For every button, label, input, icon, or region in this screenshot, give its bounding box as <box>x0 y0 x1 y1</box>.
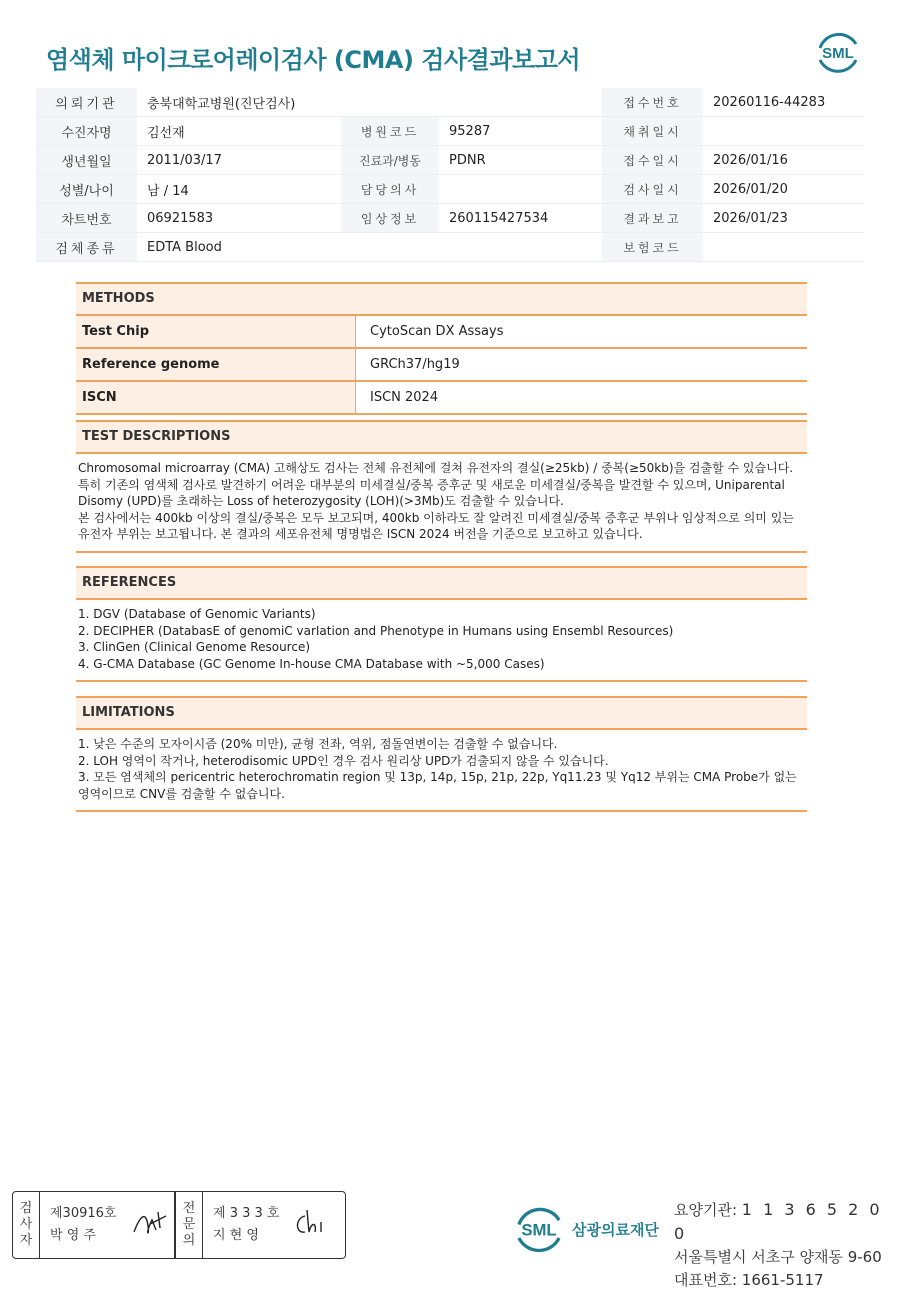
field-label <box>341 233 439 262</box>
table-row <box>36 175 864 204</box>
field-value: EDTA Blood <box>137 233 341 262</box>
description-paragraph: Chromosomal microarray (CMA) 고해상도 검사는 전체 유전체에 걸쳐 유전자의 결실(≥25kb) / 중복(≥50kb)을 검출할 수 있습니다. <box>78 461 794 475</box>
references-section <box>76 566 807 682</box>
table-row <box>76 316 807 348</box>
examiner-license: 제30916호 <box>50 1206 117 1221</box>
field-value <box>439 175 602 204</box>
label-char: 의 <box>182 1233 196 1248</box>
field-value <box>439 233 602 262</box>
list-item: 3. 모든 염색체의 pericentric heterochromatin region 및 13p, 14p, 15p, 21p, 22p, Yq11.23 및 Yq12 부위는 CMA Probe가 없는 영역이므로 CNV를 검출할 수 없습니다. <box>78 770 797 801</box>
field-label: 병원코드 <box>341 117 439 146</box>
examiner-label <box>13 1192 40 1258</box>
specialist-label <box>175 1192 203 1258</box>
field-value: 남 / 14 <box>137 175 341 204</box>
table-row <box>36 117 864 146</box>
test-descriptions-body <box>76 454 807 553</box>
field-value: 김선재 <box>137 117 341 146</box>
method-key: Test Chip <box>76 316 356 348</box>
table-row <box>36 88 864 117</box>
table-row <box>76 381 807 414</box>
section-heading: TEST DESCRIPTIONS <box>76 420 807 454</box>
care-code-label: 요양기관: <box>674 1201 742 1219</box>
field-label: 차트번호 <box>36 204 137 233</box>
field-label: 접수일시 <box>602 146 703 175</box>
report-title: 염색체 마이크로어레이검사 (CMA) 검사결과보고서 <box>46 46 581 74</box>
list-item: 1. 낮은 수준의 모자이시즘 (20% 미만), 균형 전좌, 역위, 점돌연변이는 검출할 수 없습니다. <box>78 737 558 751</box>
field-label: 진료과/병동 <box>341 146 439 175</box>
field-value: 충북대학교병원(진단검사) <box>137 88 341 117</box>
sml-logo-icon <box>510 1200 568 1258</box>
address: 서울특별시 서초구 양재동 9-60 <box>674 1248 882 1266</box>
specialist-license: 제 3 3 3 호 <box>213 1206 280 1221</box>
field-value: 260115427534 <box>439 204 602 233</box>
field-value: 2011/03/17 <box>137 146 341 175</box>
label-char: 문 <box>182 1217 196 1232</box>
field-label: 보험코드 <box>602 233 703 262</box>
table-row <box>36 204 864 233</box>
field-label: 생년월일 <box>36 146 137 175</box>
care-code: 1 1 3 6 5 2 0 0 <box>674 1200 883 1243</box>
examiner-name: 박 영 주 <box>50 1228 96 1243</box>
label-char: 전 <box>182 1201 196 1216</box>
field-label: 접수번호 <box>602 88 703 117</box>
field-label: 결과보고 <box>602 204 703 233</box>
organization-logo <box>510 1200 659 1258</box>
signature-icon <box>291 1206 327 1240</box>
method-value: CytoScan DX Assays <box>356 316 808 348</box>
method-value: ISCN 2024 <box>356 381 808 414</box>
methods-section <box>76 282 807 415</box>
field-value <box>703 117 864 146</box>
field-value: PDNR <box>439 146 602 175</box>
table-row <box>36 233 864 262</box>
sml-logo-icon <box>812 26 864 78</box>
table-row <box>76 348 807 381</box>
references-body <box>76 600 807 682</box>
field-value: 95287 <box>439 117 602 146</box>
organization-info <box>674 1198 900 1292</box>
method-key: Reference genome <box>76 348 356 381</box>
field-label: 검사일시 <box>602 175 703 204</box>
svg-text:SML: SML <box>822 45 854 62</box>
field-label <box>341 88 439 117</box>
list-item: 4. G-CMA Database (GC Genome In-house CMA Database with ~5,000 Cases) <box>78 656 545 671</box>
phone-number: 1661-5117 <box>741 1271 824 1289</box>
limitations-section <box>76 696 807 812</box>
field-label: 담당의사 <box>341 175 439 204</box>
table-row <box>36 146 864 175</box>
field-label: 검체종류 <box>36 233 137 262</box>
signature-icon <box>132 1206 168 1240</box>
field-value: 2026/01/23 <box>703 204 864 233</box>
field-value: 20260116-44283 <box>703 88 864 117</box>
method-value: GRCh37/hg19 <box>356 348 808 381</box>
label-char: 자 <box>19 1233 33 1248</box>
section-heading: REFERENCES <box>76 566 807 600</box>
label-char: 검 <box>19 1201 33 1216</box>
svg-text:SML: SML <box>521 1220 557 1240</box>
list-item: 3. ClinGen (Clinical Genome Resource) <box>78 640 311 654</box>
list-item: 1. DGV (Database of Genomic Variants) <box>78 607 316 621</box>
description-paragraph: 본 검사에서는 400kb 이상의 결실/중복은 모두 보고되며, 400kb 이하라도 잘 알려진 미세결실/중복 증후군 부위나 임상적으로 의미 있는 유전자 부위는 보고됩니다. 본 결과의 세포유전체 명명법은 ISCN 2024 버전을 기준으로 보고하고 있습니다. <box>78 510 794 541</box>
field-label: 임상정보 <box>341 204 439 233</box>
methods-table <box>76 316 807 415</box>
list-item: 2. DECIPHER (DatabasE of genomiC varIation and Phenotype in Humans using Ensembl Resources) <box>78 623 674 638</box>
field-label: 채취일시 <box>602 117 703 146</box>
field-label: 성별/나이 <box>36 175 137 204</box>
limitations-body <box>76 730 807 812</box>
test-descriptions-section <box>76 420 807 553</box>
examiner-cell <box>40 1192 175 1258</box>
patient-info-table <box>36 88 864 262</box>
specialist-name: 지 현 영 <box>213 1228 259 1243</box>
signature-box <box>12 1191 346 1259</box>
field-label: 수진자명 <box>36 117 137 146</box>
description-paragraph: 특히 기존의 염색체 검사로 발견하기 어려운 대부분의 미세결실/중복 증후군 및 새로운 미세결실/중복을 발견할 수 있으며, Uniparental Disomy (UPD)를 초래하는 Loss of heterozygosity (LOH)(>3Mb)도 검출할 수 있습니다. <box>78 477 785 508</box>
field-value <box>439 88 602 117</box>
section-heading: METHODS <box>76 282 807 316</box>
field-label: 의뢰기관 <box>36 88 137 117</box>
section-heading: LIMITATIONS <box>76 696 807 730</box>
field-value <box>703 233 864 262</box>
field-value: 2026/01/16 <box>703 146 864 175</box>
method-key: ISCN <box>76 381 356 414</box>
specialist-cell <box>203 1192 333 1258</box>
phone-label: 대표번호: <box>674 1271 742 1289</box>
organization-name: 삼광의료재단 <box>572 1220 659 1239</box>
list-item: 2. LOH 영역이 작거나, heterodisomic UPD인 경우 검사 원리상 UPD가 검출되지 않을 수 있습니다. <box>78 753 609 768</box>
field-value: 2026/01/20 <box>703 175 864 204</box>
label-char: 사 <box>19 1217 33 1232</box>
field-value: 06921583 <box>137 204 341 233</box>
